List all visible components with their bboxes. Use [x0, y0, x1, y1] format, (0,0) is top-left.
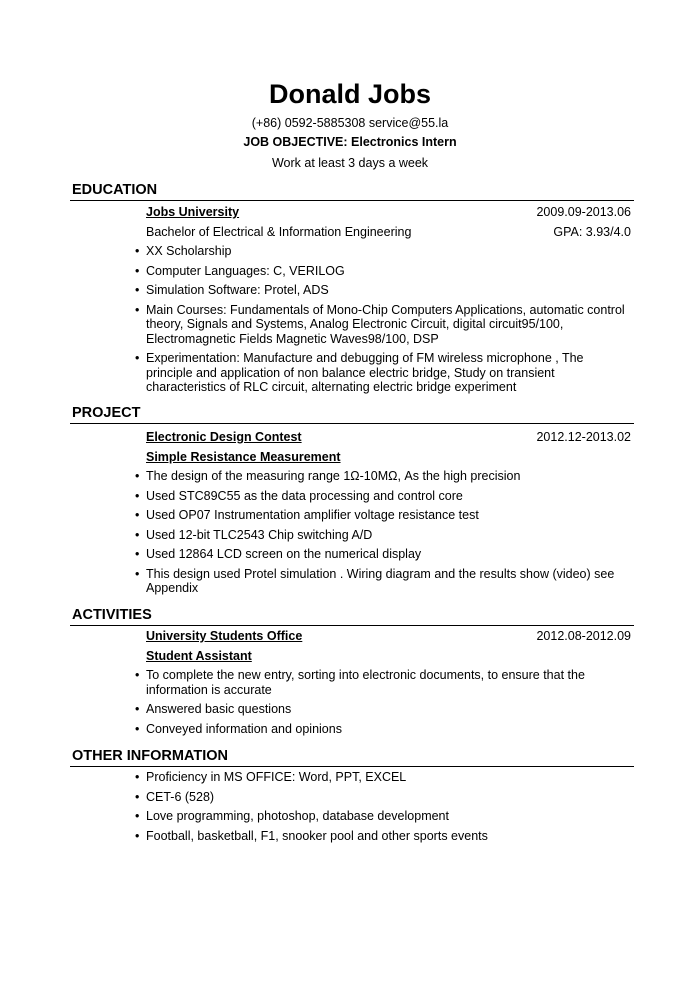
list-item: • Used 12864 LCD screen on the numerical display: [146, 547, 631, 562]
availability: Work at least 3 days a week: [271, 156, 429, 170]
activity-org: University Students Office: [146, 629, 303, 643]
list-item: • Experimentation: Manufacture and debugging of FM wireless microphone , The principle and application of non balance electric bridge, Study on transient characteristics of RLC circuit, alternating electric bridge experiment: [146, 351, 631, 395]
other-list: [146, 770, 631, 843]
job-objective: JOB OBJECTIVE: Electronics Intern: [243, 135, 457, 149]
contact-info: (+86) 0592-5885308 service@55.la: [251, 116, 449, 130]
project-list: [146, 469, 631, 596]
section-title-activities: ACTIVITIES: [70, 606, 634, 626]
list-item: • To complete the new entry, sorting into electronic documents, to ensure that the information is accurate: [146, 668, 631, 697]
list-item: • Conveyed information and opinions: [146, 722, 631, 737]
project-name: Electronic Design Contest: [146, 430, 302, 444]
list-item: • This design used Protel simulation . Wiring diagram and the results show (video) see Appendix: [146, 567, 631, 596]
list-item: • Football, basketball, F1, snooker pool and other sports events: [146, 829, 631, 844]
resume-header: [0, 78, 700, 171]
list-item: • XX Scholarship: [146, 244, 631, 259]
project-dates: 2012.12-2013.02: [536, 430, 631, 444]
list-item: • Used 12-bit TLC2543 Chip switching A/D: [146, 528, 631, 543]
activity-dates: 2012.08-2012.09: [536, 629, 631, 643]
list-item: • Computer Languages: C, VERILOG: [146, 264, 631, 279]
list-item: • Used STC89C55 as the data processing and control core: [146, 489, 631, 504]
project-subtitle: Simple Resistance Measurement: [146, 449, 341, 464]
section-title-other: OTHER INFORMATION: [70, 747, 634, 767]
section-title-education: EDUCATION: [70, 181, 634, 201]
list-item: • Used OP07 Instrumentation amplifier voltage resistance test: [146, 508, 631, 523]
education-section: [70, 181, 634, 395]
candidate-name: Donald Jobs: [268, 79, 431, 109]
activities-section: [70, 606, 634, 736]
activities-list: [146, 668, 631, 736]
activity-role: Student Assistant: [146, 648, 252, 663]
education-list: [146, 244, 631, 395]
list-item: • CET-6 (528): [146, 790, 631, 805]
degree: Bachelor of Electrical & Information Engineering: [146, 224, 412, 239]
project-section: [70, 404, 634, 596]
gpa: GPA: 3.93/4.0: [553, 224, 631, 239]
section-title-project: PROJECT: [70, 404, 634, 424]
other-info-section: [70, 747, 634, 843]
list-item: • Love programming, photoshop, database development: [146, 809, 631, 824]
school-name: Jobs University: [146, 205, 240, 219]
list-item: • The design of the measuring range 1Ω-10MΩ, As the high precision: [146, 469, 631, 484]
list-item: • Simulation Software: Protel, ADS: [146, 283, 631, 298]
list-item: • Proficiency in MS OFFICE: Word, PPT, EXCEL: [146, 770, 631, 785]
list-item: • Answered basic questions: [146, 702, 631, 717]
education-dates: 2009.09-2013.06: [536, 205, 631, 219]
list-item: • Main Courses: Fundamentals of Mono-Chip Computers Applications, automatic control theory, Signals and Systems, Analog Electronic Circuit, digital circuit95/100, Electromagnetic Fields Magnetic Waves98/100, DSP: [146, 303, 631, 347]
